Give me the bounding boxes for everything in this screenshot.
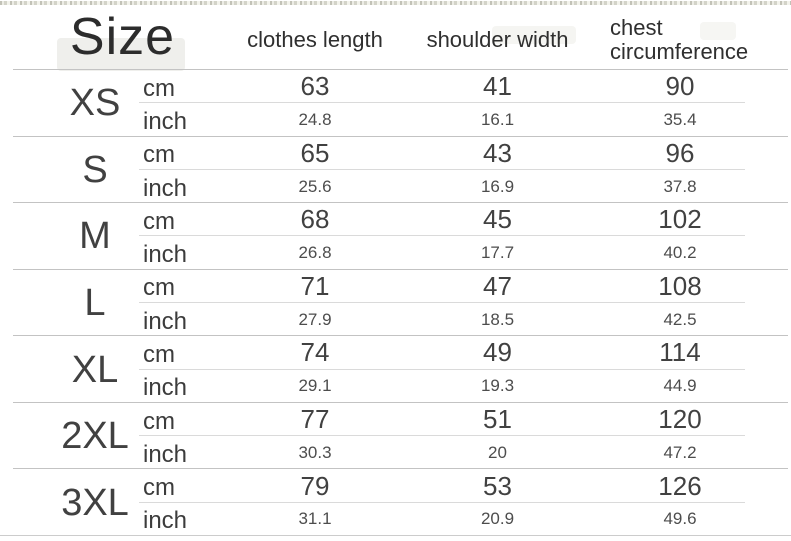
inch-clothes-length: 30.3 (298, 442, 332, 462)
inch-shoulder-width: 18.5 (480, 309, 515, 329)
inch-row (135, 370, 791, 403)
size-cell (0, 336, 135, 403)
cm-chest-circumference: 114 (659, 337, 701, 368)
cm-clothes-length: 71 (300, 270, 330, 301)
inch-clothes-length: 25.6 (298, 176, 332, 196)
cm-chest-circumference: 102 (658, 204, 702, 235)
inch-row (135, 170, 791, 203)
unit-label-inch: inch (143, 107, 188, 135)
unit-label-cm: cm (143, 141, 175, 169)
column-header-chest-circumference: chest circumference (610, 14, 749, 64)
cm-shoulder-width: 43 (483, 137, 512, 168)
size-group-s (0, 137, 791, 204)
inch-shoulder-width: 19.3 (480, 376, 515, 396)
inch-row (135, 503, 791, 536)
inch-shoulder-width: 16.1 (480, 109, 515, 129)
size-title-wrap (0, 8, 245, 66)
cm-clothes-length: 77 (300, 404, 330, 435)
inch-chest-circumference: 42.5 (663, 309, 697, 329)
unit-label-inch: inch (143, 440, 188, 468)
column-header-clothes-length: clothes length (247, 26, 383, 52)
inch-row (135, 436, 791, 469)
cm-chest-circumference: 96 (665, 137, 695, 168)
cm-shoulder-width: 47 (483, 270, 512, 301)
cm-row (135, 203, 791, 236)
size-label: M (79, 215, 111, 258)
cm-clothes-length: 68 (300, 204, 330, 235)
inch-shoulder-width: 20.9 (480, 509, 515, 529)
unit-label-cm: cm (143, 207, 175, 235)
inch-clothes-length: 24.8 (298, 109, 332, 129)
inch-chest-circumference: 40.2 (663, 243, 697, 263)
size-cell (0, 403, 135, 470)
cm-chest-circumference: 120 (658, 404, 702, 435)
cm-row (135, 70, 791, 103)
cm-chest-circumference: 126 (658, 470, 702, 501)
cm-shoulder-width: 53 (483, 470, 512, 501)
cm-row (135, 403, 791, 436)
unit-label-inch: inch (143, 374, 188, 402)
size-group-l (0, 270, 791, 337)
cm-clothes-length: 65 (300, 137, 330, 168)
cm-clothes-length: 63 (300, 71, 330, 102)
unit-label-inch: inch (143, 307, 188, 335)
cm-clothes-length: 79 (300, 470, 330, 501)
size-group-m (0, 203, 791, 270)
size-group-3xl (0, 469, 791, 536)
cm-shoulder-width: 51 (483, 404, 512, 435)
size-label: L (84, 282, 106, 325)
inch-row (135, 103, 791, 136)
size-cell (0, 270, 135, 337)
unit-label-inch: inch (143, 507, 188, 535)
unit-label-cm: cm (143, 340, 175, 368)
column-header-shoulder-width: shoulder width (426, 26, 569, 52)
unit-label-inch: inch (143, 241, 188, 269)
cm-shoulder-width: 49 (483, 337, 512, 368)
size-group-xs (0, 70, 791, 137)
inch-row (135, 236, 791, 269)
inch-row (135, 303, 791, 336)
inch-shoulder-width: 20 (488, 442, 507, 462)
inch-clothes-length: 26.8 (298, 243, 332, 263)
cm-shoulder-width: 45 (483, 204, 512, 235)
table-header (0, 5, 791, 69)
size-cell (0, 137, 135, 204)
unit-label-inch: inch (143, 174, 188, 202)
inch-shoulder-width: 17.7 (480, 243, 515, 263)
size-label: 3XL (61, 481, 129, 524)
size-label: S (82, 148, 108, 191)
cm-shoulder-width: 41 (483, 71, 512, 102)
page-title: Size (69, 8, 176, 66)
cm-row (135, 137, 791, 170)
inch-chest-circumference: 44.9 (663, 376, 697, 396)
inch-chest-circumference: 35.4 (663, 109, 697, 129)
size-label: 2XL (61, 415, 129, 458)
cm-chest-circumference: 90 (665, 71, 695, 102)
cm-row (135, 270, 791, 303)
cm-chest-circumference: 108 (658, 270, 702, 301)
size-label: XL (71, 348, 119, 391)
cm-row (135, 336, 791, 369)
size-cell (0, 469, 135, 536)
inch-shoulder-width: 16.9 (480, 176, 515, 196)
size-label: XS (69, 82, 121, 125)
cm-clothes-length: 74 (300, 337, 330, 368)
table-body (0, 70, 791, 536)
unit-label-cm: cm (143, 274, 175, 302)
size-group-xl (0, 336, 791, 403)
inch-clothes-length: 27.9 (298, 309, 332, 329)
inch-chest-circumference: 47.2 (663, 442, 697, 462)
unit-label-cm: cm (143, 74, 175, 102)
unit-label-cm: cm (143, 407, 175, 435)
cm-row (135, 469, 791, 502)
size-group-2xl (0, 403, 791, 470)
inch-clothes-length: 31.1 (298, 509, 332, 529)
bottom-divider (0, 535, 791, 536)
size-cell (0, 70, 135, 137)
inch-clothes-length: 29.1 (298, 376, 332, 396)
size-cell (0, 203, 135, 270)
unit-label-cm: cm (143, 474, 175, 502)
inch-chest-circumference: 37.8 (663, 176, 697, 196)
inch-chest-circumference: 49.6 (663, 509, 697, 529)
